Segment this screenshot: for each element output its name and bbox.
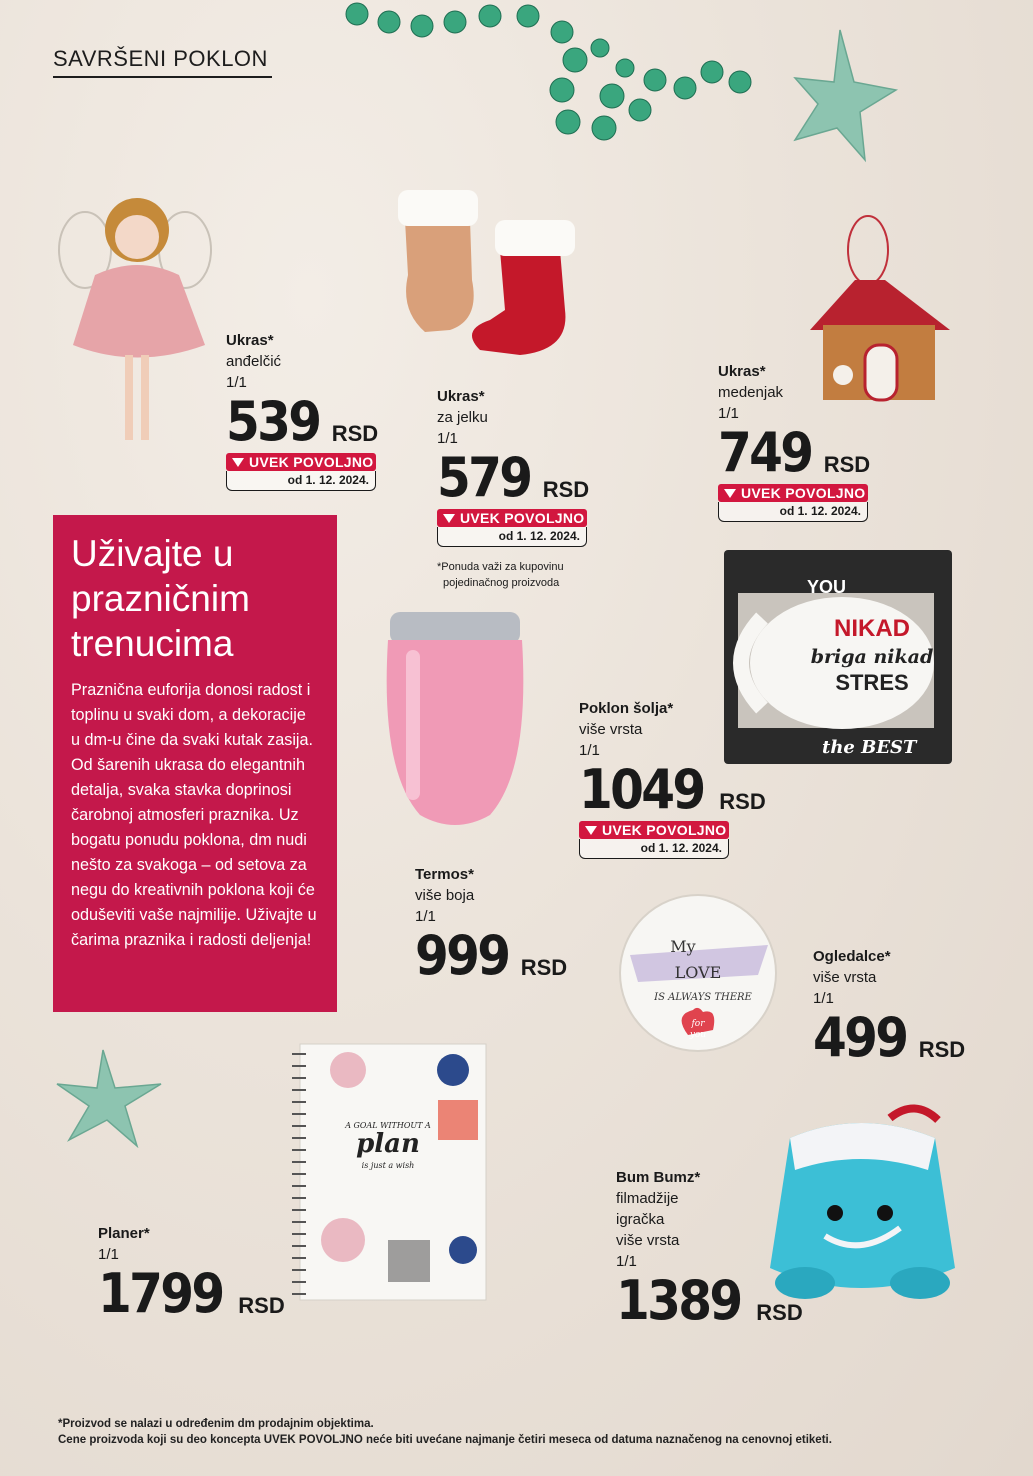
promo-title-line: trenucima <box>71 623 234 664</box>
price-value: 499 <box>813 1006 907 1069</box>
uvek-povoljno-badge <box>579 821 729 859</box>
price <box>98 1262 285 1325</box>
price <box>226 390 379 453</box>
product-desc: više vrsta <box>616 1232 680 1249</box>
mirror-text-5: you <box>689 1030 707 1040</box>
product-name: Ukras* <box>437 388 485 405</box>
product-desc: više vrsta <box>813 969 877 986</box>
planner-text-1: A GOAL WITHOUT A <box>345 1121 431 1130</box>
price <box>437 446 590 509</box>
price-currency: RSD <box>542 477 590 502</box>
product-thermos <box>415 865 568 987</box>
product-name: Ogledalce* <box>813 948 891 965</box>
price-currency: RSD <box>238 1293 285 1318</box>
price-value: 999 <box>415 924 509 987</box>
mug-box-bottom-text: the BEST <box>822 737 917 758</box>
pink-thermos-image <box>380 610 530 832</box>
price-currency: RSD <box>823 452 871 477</box>
pocket-mirror-image <box>618 890 778 1056</box>
down-arrow-icon <box>585 826 597 835</box>
badge-label: UVEK POVOLJNO <box>741 485 866 501</box>
promo-title-line: Uživajte u <box>71 533 234 574</box>
price <box>579 758 766 821</box>
mug-box-top-text: YOU <box>807 577 847 597</box>
offer-note-line2: pojedinačnog proizvoda <box>443 577 560 589</box>
product-stocking-ornament <box>437 387 589 591</box>
product-desc: za jelku <box>437 409 488 426</box>
offer-note-line1: *Ponuda važi za kupovinu <box>437 561 564 573</box>
badge-label: UVEK POVOLJNO <box>602 822 727 838</box>
footer-note-1: *Proizvod se nalazi u određenim dm prodajnim objektima. <box>58 1418 374 1430</box>
promo-title-line: prazničnim <box>71 578 250 619</box>
price-currency: RSD <box>918 1037 966 1062</box>
promo-body: Praznična euforija donosi radost i toplinu u svaki dom, a dekoracije u dm-u čine da svaki kutak zasija. Od šarenih ukrasa do elegantnih detalja, svaka stavka doprinosi čarobnoj atmosferi praznika. Uz bogatu ponudu poklona, dm nudi nešto za svakoga – od setova za negu do kreativnih poklona koji će oduševiti vaše najmilije. Uživajte u čarima praznika i radosti deljenja! <box>71 681 317 949</box>
product-desc: više boja <box>415 887 475 904</box>
product-qty: 1/1 <box>226 374 247 391</box>
product-desc: više vrsta <box>579 721 643 738</box>
mirror-text-3: IS ALWAYS THERE <box>654 992 752 1003</box>
uvek-povoljno-badge <box>437 509 587 547</box>
mirror-text-2: LOVE <box>674 963 722 982</box>
product-desc: medenjak <box>718 384 784 401</box>
product-pocket-mirror <box>813 947 966 1069</box>
mug-text-line3: STRES <box>835 670 909 695</box>
product-qty: 1/1 <box>718 405 739 422</box>
stocking-ornaments-image <box>380 180 590 380</box>
promo-title <box>71 531 319 666</box>
price-value: 539 <box>226 390 320 453</box>
down-arrow-icon <box>724 489 736 498</box>
price-value: 1799 <box>98 1262 223 1325</box>
product-gift-mug <box>579 699 766 859</box>
uvek-povoljno-badge <box>226 453 376 491</box>
product-desc: igračka <box>616 1211 665 1228</box>
badge-date: od 1. 12. 2024. <box>226 471 376 491</box>
mirror-text-4: for <box>691 1019 705 1029</box>
product-qty: 1/1 <box>437 430 458 447</box>
badge-label: UVEK POVOLJNO <box>249 454 374 470</box>
price-value: 1389 <box>616 1269 741 1332</box>
product-gingerbread-ornament <box>718 362 870 522</box>
product-planner <box>98 1224 285 1325</box>
price-currency: RSD <box>331 421 379 446</box>
angel-ornament-image <box>55 185 215 465</box>
product-name: Planer* <box>98 1225 150 1242</box>
mirror-text-1: My <box>670 937 696 956</box>
product-name: Ukras* <box>226 332 274 349</box>
uvek-povoljno-badge <box>718 484 868 522</box>
price-currency: RSD <box>756 1300 803 1325</box>
product-qty: 1/1 <box>579 742 600 759</box>
planner-text-2: plan <box>356 1129 420 1159</box>
planner-notebook-image <box>288 1040 488 1302</box>
product-angel-ornament <box>226 331 378 491</box>
footer-note-2: Cene proizvoda koji su deo koncepta UVEK POVOLJNO neće biti uvećane najmanje četiri meseca od datuma naznačenog na cenovnoj etiketi. <box>58 1434 832 1446</box>
promo-box <box>53 515 337 1012</box>
section-title: SAVRŠENI POKLON <box>53 46 272 78</box>
product-desc: filmadžije <box>616 1190 679 1207</box>
down-arrow-icon <box>443 514 455 523</box>
product-qty: 1/1 <box>616 1253 637 1270</box>
star-decoration <box>55 1048 170 1148</box>
price-value: 579 <box>437 446 531 509</box>
mug-text-line1: NIKAD <box>834 615 910 642</box>
product-qty: 1/1 <box>813 990 834 1007</box>
price-currency: RSD <box>719 789 766 814</box>
price <box>718 421 871 484</box>
price <box>616 1269 803 1332</box>
down-arrow-icon <box>232 458 244 467</box>
product-qty: 1/1 <box>98 1246 119 1263</box>
price-value: 1049 <box>579 758 704 821</box>
mug-text-line2: briga nikad <box>810 646 934 668</box>
product-plush-toy <box>616 1168 803 1332</box>
price-value: 749 <box>718 421 812 484</box>
footer-notes <box>58 1416 832 1448</box>
product-name: Termos* <box>415 866 474 883</box>
product-name: Ukras* <box>718 363 766 380</box>
badge-label: UVEK POVOLJNO <box>460 510 585 526</box>
planner-text-3: is just a wish <box>361 1161 415 1170</box>
product-name: Bum Bumz* <box>616 1169 701 1186</box>
price <box>415 924 568 987</box>
product-name: Poklon šolja* <box>579 700 674 717</box>
bead-garland-decoration <box>340 0 900 175</box>
price-currency: RSD <box>520 955 568 980</box>
price <box>813 1006 966 1069</box>
badge-date: od 1. 12. 2024. <box>579 839 729 859</box>
product-desc: anđelčić <box>226 353 282 370</box>
badge-date: od 1. 12. 2024. <box>437 527 587 547</box>
product-qty: 1/1 <box>415 908 436 925</box>
badge-date: od 1. 12. 2024. <box>718 502 868 522</box>
